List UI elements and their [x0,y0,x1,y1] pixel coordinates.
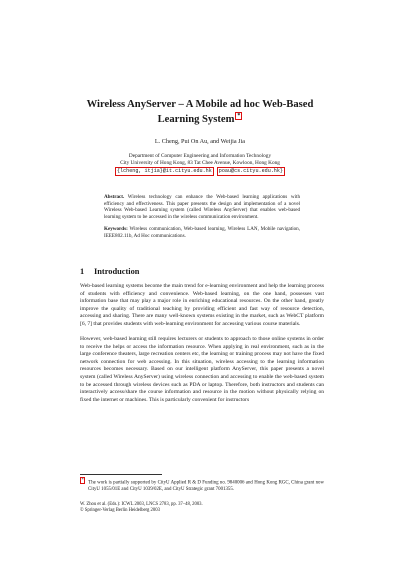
copyright-line: © Springer-Verlag Berlin Heidelberg 2003 [80,508,160,513]
title-line-1: Wireless AnyServer – A Mobile ad hoc Web-Based [86,99,314,110]
email-row [60,167,340,175]
paper-title [60,97,340,127]
title-line-2-text: Learning System [157,114,235,125]
abstract-text: Wireless technology can enhance the Web-based learning applications with efficiency and effectiveness. This paper presents the design and implementation of a novel Wireless Web-based Learning system (called Wireless AnyServer) that enables web-based learning system to be accessed in the wireless communication environment. [104,194,300,221]
footnote-rule [80,474,162,475]
section-body [80,283,324,412]
title-line-2 [60,112,340,127]
keywords-paragraph [104,226,300,239]
keywords-label: Keywords: [104,225,128,232]
footnote-mark[interactable]: * [81,477,84,482]
abstract-label: Abstract. [104,194,125,200]
abstract [104,194,300,239]
title-footnote-link[interactable]: * [237,113,241,120]
affiliation-department: Department of Computer Engineering and Information Technology [128,153,272,159]
keywords-text: Wireless communication, Web-based learning, Wireless LAN, Mobile navigation, IEEE802.11b, Ad Hoc communications. [104,225,300,239]
footnote-text: The work is partially supported by CityU Applied R & D Funding no. 9840006 and Hong Kong RGC, China grant now CityU 1055/01E and CityU 1039/02E, and CityU Strategic grant 7001355. [88,480,324,492]
body-paragraph-1: Web-based learning systems become the main trend for e-learning environment and help the learning process of students with efficiency and convenience. Web-based learning, on the one hand, possesses vast information base that may play a major role in enriching educational resources. On the other hand, greatly improve the quality of traditional teaching by providing efficient and fast way of resource detection, accessing and sharing. There are many well-known systems existing in the market, such as WebCT platform [6, 7] that provides students with web-learning environment for accessing various course materials. [80,283,324,327]
body-paragraph-2: However, web-based learning still requires lecturers or students to approach to those online systems in order to receive the helps or access the information resource. When applying in real environment, such as in the large conference theaters, large recreation centers etc, the learning or training process may not have the fixed network connection for web accessing. In this situation, wireless accessing to the learning information resources becomes necessary. Based on our intelligent platform AnyServer, this paper presents a novel system (called Wireless AnyServer) using wireless connection and accessing to enable the web-based system to be accessed through wireless devices such as PDA or laptop. Therefore, both instructors and students can interactively access/share the course information and resource in the motion without physically relying on fixed the internet or machines. This is particularly convenient for instructors [80,336,324,403]
citation-line: W. Zhou et al. (Eds.): ICWL 2003, LNCS 2783, pp. 37–48, 2003. [80,502,203,507]
affiliation-address: City University of Hong Kong, 83 Tat Chee Avenue, Kowloon, Hong Kong [120,159,280,166]
abstract-paragraph [104,194,300,221]
section-title: Introduction [94,267,140,276]
authors: L. Cheng, Pui On Au, and Weijia Jia [154,138,246,145]
affiliation [60,153,340,176]
footnote [80,477,324,493]
email-link-2[interactable]: poau@cs.cityu.edu.hk} [218,168,283,175]
section-heading [80,267,139,276]
section-number: 1 [80,267,85,276]
email-link-1[interactable]: {lcheng, itjia}@it.cityu.edu.hk [117,168,212,175]
publication-info [80,502,324,514]
